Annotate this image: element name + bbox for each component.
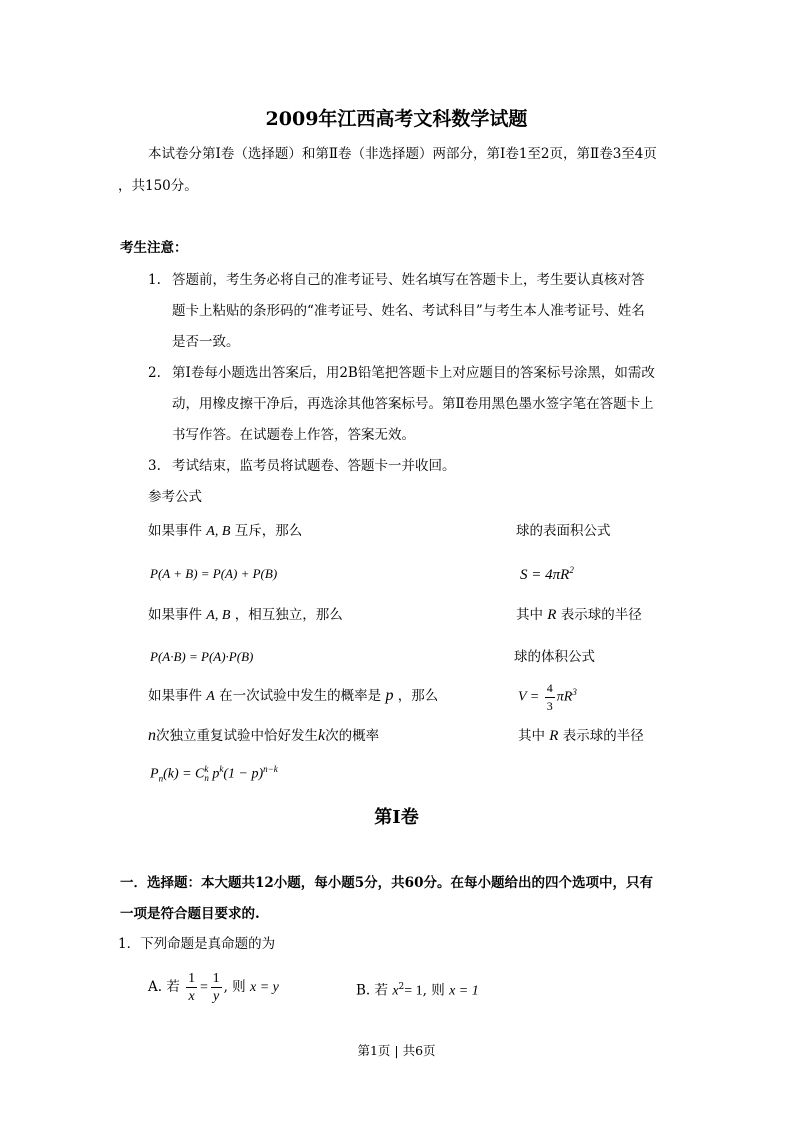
- formula-right-row-4: 球的体积公式: [514, 649, 595, 665]
- notice-heading: 考生注意：: [120, 240, 188, 256]
- formula-left-row-5: 如果事件 A 在一次试验中发生的概率是 p ，那么: [148, 687, 439, 704]
- section-title: 第Ⅰ卷: [374, 807, 419, 828]
- notice-item-1-line-2: 题卡上粘贴的条形码的“准考证号、姓名、考试科目”与考生本人准考证号、姓名: [172, 303, 645, 319]
- notice-item-1-line-1: 答题前，考生务必将自己的准考证号、姓名填写在答题卡上，考生要认真核对答: [172, 272, 645, 288]
- page-footer: 第1页 | 共6页: [357, 1043, 436, 1058]
- notice-item-2-line-2: 动，用橡皮擦干净后，再选涂其他答案标号。第Ⅱ卷用黑色墨水签字笔在答题卡上: [172, 396, 654, 412]
- formula-right-row-3: 其中 R 表示球的半径: [516, 607, 642, 623]
- formula-sphere-surface-area: $S = 4\pi R^2$: [520, 565, 574, 583]
- part1-instructions-line-2: 一项是符合题目要求的.: [120, 906, 260, 922]
- question-1-option-b: B. 若 $x^2= 1$, 则 x = 1: [356, 982, 479, 999]
- notice-item-3-number: 3.: [148, 458, 161, 474]
- notice-item-2-number: 2.: [148, 365, 161, 381]
- formulas-heading: 参考公式: [148, 489, 202, 505]
- formula-right-row-6: 其中 R 表示球的半径: [518, 728, 644, 744]
- notice-item-3-line-1: 考试结束，监考员将试题卷、答题卡一并收回。: [172, 458, 456, 474]
- formula-binomial-probability: $P_n(k) = C$ k n $p^k(1 - p)^{n-k}$: [150, 764, 278, 784]
- formula-sphere-volume: V = $\frac{4}{3}$ $\pi R^3$: [518, 681, 577, 713]
- formula-left-row-1: 如果事件 A, B 互斥，那么: [148, 523, 303, 539]
- page-title: 2009年江西高考文科数学试题: [265, 108, 528, 130]
- formula-addition-rule: P(A + B) = P(A) + P(B): [150, 566, 278, 581]
- question-1-option-a: A. 若 $\frac{1}{x}$ = $\frac{1}{y}$ , 则 x = y: [148, 971, 279, 1004]
- notice-item-2-line-3: 书写作答。在试题卷上作答，答案无效。: [172, 427, 415, 443]
- notice-item-1-number: 1.: [148, 272, 161, 288]
- intro-line-1: 本试卷分第Ⅰ卷（选择题）和第Ⅱ卷（非选择题）两部分，第Ⅰ卷1至2页，第Ⅱ卷3至4页: [148, 146, 657, 162]
- intro-line-2: ，共150分。: [118, 178, 198, 194]
- notice-item-2-line-1: 第Ⅰ卷每小题选出答案后，用2B铅笔把答题卡上对应题目的答案标号涂黑，如需改: [172, 365, 655, 381]
- formula-left-row-6: n次独立重复试验中恰好发生k次的概率: [148, 727, 380, 744]
- question-1-stem: 1．下列命题是真命题的为: [118, 936, 276, 952]
- formula-right-row-1: 球的表面积公式: [516, 523, 611, 539]
- formula-multiplication-rule: P(A·B) = P(A)·P(B): [150, 649, 254, 664]
- part1-instructions-line-1: 一．选择题：本大题共12小题，每小题5分，共60分。在每小题给出的四个选项中，只有: [120, 875, 653, 891]
- notice-item-1-line-3: 是否一致。: [172, 334, 240, 350]
- formula-left-row-3: 如果事件 A, B ，相互独立，那么: [148, 607, 343, 623]
